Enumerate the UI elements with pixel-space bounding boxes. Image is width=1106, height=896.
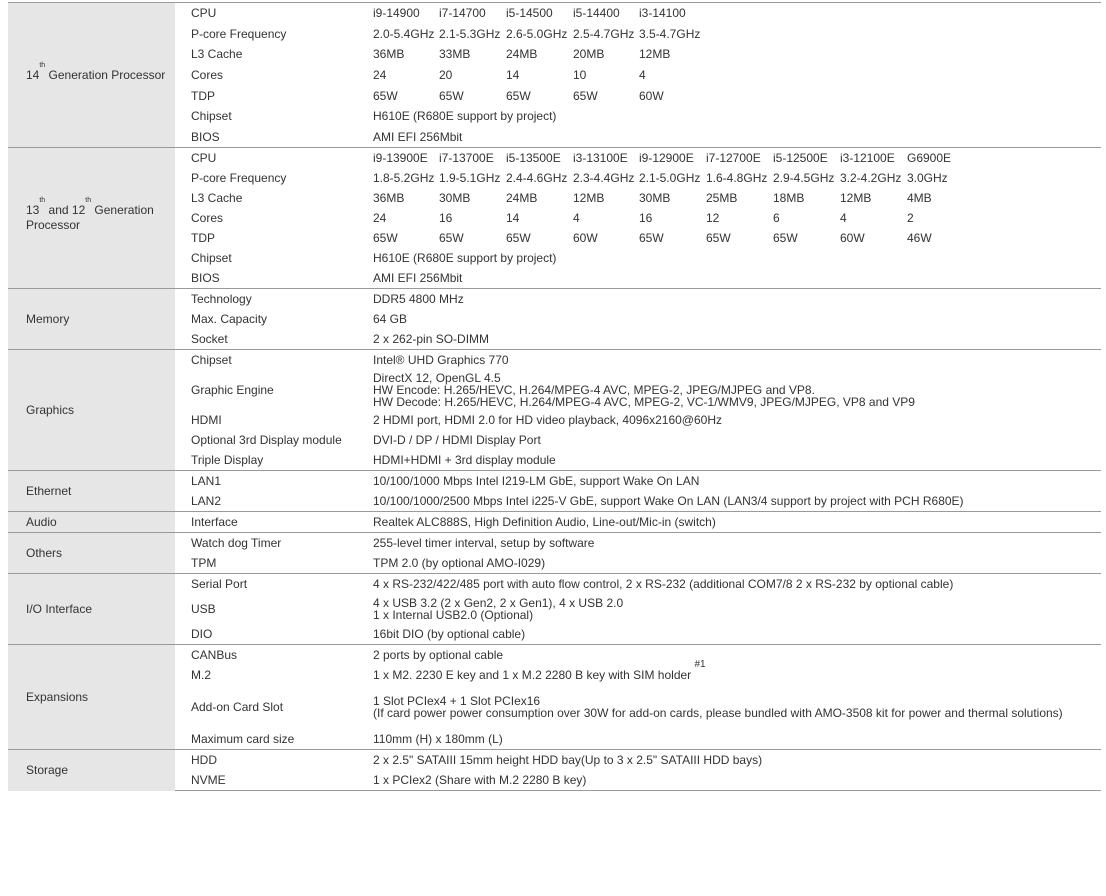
category-audio: Audio bbox=[8, 512, 175, 533]
table-cell: 2.9-4.5GHz bbox=[773, 171, 835, 185]
table-cell: DirectX 12, OpenGL 4.5 HW Encode: H.265/HEVC, H.264/MPEG-4 AVC, MPEG-2, JPEG/MJPEG and VP8. HW Decode: H.265/HEVC, H.264/MPEG-4 AVC, MPEG-2, VC-1/WMV9, JPEG/MJPEG, VP8 and VP9 bbox=[373, 371, 915, 409]
table-cell: 6 bbox=[773, 211, 780, 225]
feature-label: L3 Cache bbox=[191, 47, 243, 62]
feature-label: LAN1 bbox=[175, 471, 363, 492]
feature-label: P-core Frequency bbox=[191, 171, 287, 185]
table-cell: H610E (R680E support by project) bbox=[373, 109, 557, 124]
table-cell: 4 x USB 3.2 (2 x Gen2, 2 x Gen1), 4 x USB 2.0 1 x Internal USB2.0 (Optional) bbox=[373, 596, 624, 622]
table-cell: 3.2-4.2GHz bbox=[840, 171, 902, 185]
feature-label: BIOS bbox=[191, 271, 220, 285]
table-cell: 2 bbox=[907, 211, 914, 225]
feature-label: Max. Capacity bbox=[191, 312, 268, 326]
table-cell: 4 bbox=[573, 211, 580, 225]
table-cell: 2 ports by optional cable bbox=[363, 645, 1101, 666]
table-cell: 2.0-5.4GHz bbox=[373, 26, 435, 41]
table-row bbox=[8, 645, 1101, 666]
table-cell: 3.0GHz bbox=[907, 171, 948, 185]
table-cell: 24 bbox=[373, 67, 387, 82]
table-cell: 36MB bbox=[373, 191, 405, 205]
table-cell: DVI-D / DP / HDMI Display Port bbox=[373, 433, 541, 447]
table-cell: 1 Slot PCIex4 + 1 Slot PCIex16 (If card power power consumption over 30W for add-on cards, please bundled with AMO-3508 kit for power and thermal solutions) bbox=[373, 694, 1063, 720]
table-cell: 65W bbox=[506, 88, 531, 103]
table-cell: 1.9-5.1GHz bbox=[439, 171, 501, 185]
feature-label: TPM bbox=[191, 556, 217, 570]
table-cell: 10/100/1000 Mbps Intel I219-LM GbE, support Wake On LAN bbox=[363, 471, 1101, 492]
table-cell: 2.5-4.7GHz bbox=[573, 26, 635, 41]
category-io-interface: I/O Interface bbox=[8, 574, 175, 645]
table-cell: 60W bbox=[639, 88, 664, 103]
feature-label: HDD bbox=[175, 750, 363, 771]
table-cell: 2 HDMI port, HDMI 2.0 for HD video playback, 4096x2160@60Hz bbox=[373, 413, 723, 427]
feature-label: P-core Frequency bbox=[191, 26, 287, 41]
feature-label: TDP bbox=[191, 88, 215, 103]
table-row bbox=[8, 3, 1101, 24]
table-cell: 65W bbox=[706, 231, 731, 245]
feature-label: Serial Port bbox=[175, 574, 363, 595]
cpu-model: i7-13700E bbox=[429, 148, 496, 169]
table-cell: DDR5 4800 MHz bbox=[363, 289, 1101, 310]
table-cell: 3.5-4.7GHz bbox=[639, 26, 701, 41]
cpu-model: i3-14100 bbox=[629, 3, 696, 24]
table-row bbox=[8, 148, 1101, 169]
table-row bbox=[8, 574, 1101, 595]
table-cell: 14 bbox=[506, 67, 520, 82]
table-cell: 2.1-5.0GHz bbox=[639, 171, 701, 185]
table-cell: 12MB bbox=[840, 191, 872, 205]
cpu-model: i9-13900E bbox=[363, 148, 429, 169]
table-cell bbox=[363, 659, 1101, 685]
table-cell: AMI EFI 256Mbit bbox=[373, 271, 463, 285]
category-14th-gen-processor: 14th Generation Processor bbox=[8, 3, 175, 148]
table-cell: 2.4-4.6GHz bbox=[506, 171, 568, 185]
cpu-model: G6900E bbox=[897, 148, 1101, 169]
table-row bbox=[8, 350, 1101, 371]
feature-label: Graphic Engine bbox=[191, 383, 274, 397]
category-expansions: Expansions bbox=[8, 645, 175, 750]
category-others: Others bbox=[8, 533, 175, 574]
spec-table bbox=[8, 2, 1101, 791]
table-cell: 65W bbox=[573, 88, 598, 103]
feature-label: Triple Display bbox=[191, 453, 264, 467]
table-row bbox=[8, 750, 1101, 771]
cpu-model: i5-14400 bbox=[563, 3, 629, 24]
feature-label: CPU bbox=[175, 148, 363, 169]
table-cell: HDMI+HDMI + 3rd display module bbox=[373, 453, 556, 467]
feature-label: CPU bbox=[175, 3, 363, 24]
table-cell: 2.3-4.4GHz bbox=[573, 171, 635, 185]
cpu-model: i7-12700E bbox=[696, 148, 763, 169]
category-storage: Storage bbox=[8, 750, 175, 791]
feature-label: Cores bbox=[191, 211, 224, 225]
table-cell: 1 x PCIex2 (Share with M.2 2280 B key) bbox=[363, 770, 1101, 791]
table-cell: 24MB bbox=[506, 47, 538, 62]
table-row bbox=[8, 289, 1101, 310]
table-cell: 65W bbox=[439, 88, 464, 103]
table-cell: Realtek ALC888S, High Definition Audio, Line-out/Mic-in (switch) bbox=[363, 512, 1101, 533]
table-cell: 20MB bbox=[573, 47, 605, 62]
feature-label: Technology bbox=[175, 289, 363, 310]
table-cell: 65W bbox=[439, 231, 464, 245]
cpu-model: i9-14900 bbox=[363, 3, 429, 24]
table-cell: 60W bbox=[573, 231, 598, 245]
table-cell: 16bit DIO (by optional cable) bbox=[373, 627, 526, 641]
feature-label: LAN2 bbox=[191, 494, 222, 508]
feature-label: DIO bbox=[191, 627, 213, 641]
table-cell: 4 bbox=[840, 211, 847, 225]
category-13th-12th-gen-processor: 13th and 12th Generation Processor bbox=[8, 148, 175, 289]
feature-label: CANBus bbox=[175, 645, 363, 666]
table-cell: 18MB bbox=[773, 191, 805, 205]
table-cell: 24MB bbox=[506, 191, 538, 205]
table-cell: 20 bbox=[439, 67, 453, 82]
table-cell: 4MB bbox=[907, 191, 932, 205]
table-cell: 65W bbox=[373, 231, 398, 245]
feature-label: HDMI bbox=[191, 413, 222, 427]
category-memory: Memory bbox=[8, 289, 175, 350]
feature-label: Interface bbox=[175, 512, 363, 533]
feature-label: Watch dog Timer bbox=[175, 533, 363, 554]
table-cell: 65W bbox=[773, 231, 798, 245]
m2-value: 1 x M2. 2230 E key and 1 x M.2 2280 B key with SIM holder bbox=[373, 668, 695, 682]
feature-label: Chipset bbox=[191, 109, 232, 124]
table-cell: 16 bbox=[439, 211, 453, 225]
table-cell: 4 bbox=[639, 67, 646, 82]
footnote-mark: #1 bbox=[694, 659, 706, 670]
category-ethernet: Ethernet bbox=[8, 471, 175, 512]
cpu-model: i9-12900E bbox=[629, 148, 696, 169]
table-cell: Intel® UHD Graphics 770 bbox=[363, 350, 1101, 371]
feature-label: Chipset bbox=[175, 350, 363, 371]
table-cell: 4 x RS-232/422/485 port with auto flow control, 2 x RS-232 (additional COM7/8 2 x RS-232 by optional cable) bbox=[363, 574, 1101, 595]
table-cell: 36MB bbox=[373, 47, 405, 62]
table-cell: 12 bbox=[706, 211, 720, 225]
cpu-model: i3-13100E bbox=[563, 148, 629, 169]
table-cell: H610E (R680E support by project) bbox=[373, 251, 557, 265]
table-cell: 64 GB bbox=[373, 312, 408, 326]
cpu-model: i3-12100E bbox=[830, 148, 897, 169]
cpu-model: i7-14700 bbox=[429, 3, 496, 24]
table-row bbox=[8, 512, 1101, 533]
table-row bbox=[8, 533, 1101, 554]
cpu-model: i5-13500E bbox=[496, 148, 563, 169]
table-cell: 255-level timer interval, setup by software bbox=[363, 533, 1101, 554]
table-cell: 1.8-5.2GHz bbox=[373, 171, 435, 185]
feature-label: Optional 3rd Display module bbox=[191, 433, 342, 447]
table-cell: 2.6-5.0GHz bbox=[506, 26, 568, 41]
table-cell: AMI EFI 256Mbit bbox=[373, 129, 463, 144]
feature-label: TDP bbox=[191, 231, 215, 245]
feature-label: Chipset bbox=[191, 251, 232, 265]
table-cell: 1.6-4.8GHz bbox=[706, 171, 768, 185]
table-cell: 16 bbox=[639, 211, 653, 225]
cpu-model: i5-14500 bbox=[496, 3, 563, 24]
table-cell: 24 bbox=[373, 211, 387, 225]
feature-label: M.2 bbox=[191, 668, 212, 682]
table-cell: 110mm (H) x 180mm (L) bbox=[373, 732, 503, 746]
feature-label: Maximum card size bbox=[191, 732, 295, 746]
table-row bbox=[8, 471, 1101, 492]
table-cell: 30MB bbox=[439, 191, 471, 205]
table-cell: 12MB bbox=[639, 47, 671, 62]
table-cell: 14 bbox=[506, 211, 520, 225]
table-cell: 2 x 262-pin SO-DIMM bbox=[373, 332, 490, 346]
table-cell: 65W bbox=[506, 231, 531, 245]
feature-label: USB bbox=[191, 602, 216, 616]
cpu-model: i5-12500E bbox=[763, 148, 830, 169]
table-cell: 10/100/1000/2500 Mbps Intel i225-V GbE, support Wake On LAN (LAN3/4 support by project with PCH R680E) bbox=[373, 494, 964, 508]
table-cell: 46W bbox=[907, 231, 932, 245]
table-cell: 12MB bbox=[573, 191, 605, 205]
table-cell: 2 x 2.5" SATAIII 15mm height HDD bay(Up to 3 x 2.5" SATAIII HDD bays) bbox=[363, 750, 1101, 771]
table-cell: 60W bbox=[840, 231, 865, 245]
feature-label: NVME bbox=[175, 770, 363, 791]
table-cell: 33MB bbox=[439, 47, 471, 62]
table-cell: 30MB bbox=[639, 191, 671, 205]
table-cell: 2.1-5.3GHz bbox=[439, 26, 501, 41]
table-cell: 65W bbox=[639, 231, 664, 245]
category-graphics: Graphics bbox=[8, 350, 175, 471]
table-cell: 10 bbox=[573, 67, 587, 82]
feature-label: Cores bbox=[191, 67, 224, 82]
table-cell: TPM 2.0 (by optional AMO-I029) bbox=[373, 556, 546, 570]
table-cell: 25MB bbox=[706, 191, 738, 205]
feature-label: Socket bbox=[191, 332, 228, 346]
table-cell: 65W bbox=[373, 88, 398, 103]
feature-label: L3 Cache bbox=[191, 191, 243, 205]
feature-label: BIOS bbox=[191, 129, 220, 144]
feature-label: Add-on Card Slot bbox=[191, 700, 284, 714]
